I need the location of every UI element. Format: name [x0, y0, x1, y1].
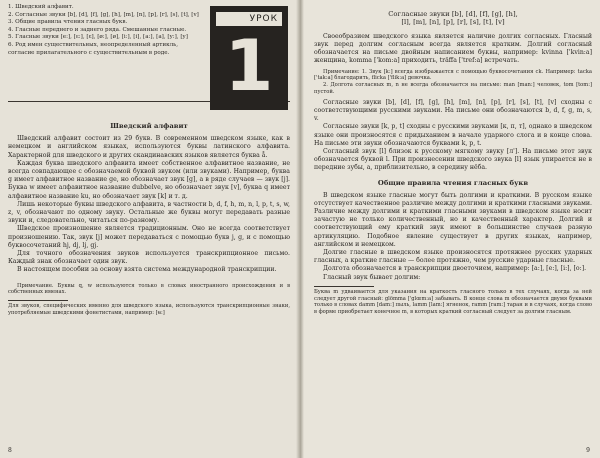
lesson-badge: [210, 6, 288, 110]
toc-item: 6. Род имен существительных, неопределенный артикль, согласие прилагательного с существительным в роде.: [8, 41, 178, 56]
paragraph: Лишь некоторые буквы шведского алфавита, в частности b, d, f, h, m, n, l, p, t, s, w, z, v, обозначают по одному звуку. Остальные же буквы могут передавать разные звуки и, следовательно, читаться по-разному.: [8, 200, 290, 225]
lesson-label: УРОК: [216, 12, 282, 26]
lesson-number: 1: [224, 25, 274, 107]
toc-item: 2. Согласные звуки [b], [d], [f], [g], [h], [m], [n], [p], [r], [s], [t], [v]: [8, 11, 199, 18]
paragraph: В настоящем пособии за основу взята система международной транскрипции.: [17, 266, 277, 274]
section-title: Общие правила чтения гласных букв: [377, 178, 529, 187]
footnote: Для звуков, специфических именно для шведского языка, используются транскрипционные знаки, употребляемые шведскими фонетистами, например: [ʉ:]: [8, 303, 290, 316]
paragraph: Долгие гласные в шведском языке произносятся протяжнее русских ударных гласных, а краткие гласные — более протяжно, чем русские ударные гласные.: [314, 249, 592, 265]
paragraph: Долгота обозначается в транскрипции двоеточием, например: [a:], [e:], [i:], [o:].: [323, 265, 587, 273]
footnote: Буква m удваивается для указания на краткость гласного только в тех случаях, когда за ней следует другой гласный: glömma ['glœm:a] забывать. В конце слова m обозначается двумя буквами только в словах damm [dam:] пыль, lamm [lam:] ягненок, ramm [ram:] таран и в случаях, когда слово в форме приобретает конечное m, в которых краткий согласный следует за долгим гласным.: [314, 288, 592, 316]
lesson-contents: [8, 4, 203, 57]
toc-item: 4. Гласные переднего и заднего ряда. Смешанные гласные.: [8, 26, 187, 33]
page-number: 8: [8, 447, 12, 454]
toc-item: 3. Общие правила чтения гласных букв.: [8, 19, 128, 26]
paragraph: Согласный звук [l] близок к русскому мягкому звуку [л']. На письме этот звук обозначается буквой l. При произнесении шведского звука [l] язык упирается не в передние зубы, а, приблизительно, в середину нёба.: [314, 148, 592, 172]
paragraph: В шведском языке гласные могут быть долгими и краткими. В русском языке отсутствует качественное различие между долгими и краткими гласными звуками. Различие между долгими и краткими гласными звуками в шведском языке носит зачастую не только количественный, но и качественный характер. Долгий и соответствующий ему краткий звук имеют в большинстве случаев разную артикуляцию. Подобное явление существует в других языках, например, английском и немецком.: [314, 191, 592, 248]
paragraph: Согласные звуки [b], [d], [f], [g], [h], [m], [n], [p], [r], [s], [t], [v] сходны с соответствующими русскими звуками. На письме они обозначаются b, d, f, g, m, s, v.: [314, 98, 592, 123]
paragraph: Шведское произношение является традиционным. Оно не всегда соответствует произношению. Так, звук [j] может передаваться с помощью букв j, g, и с помощью буквосочетаний hj, dj, lj, gj.: [8, 225, 290, 249]
footnote-divider: [314, 286, 374, 287]
paragraph: Для точного обозначения звуков используется транскрипционное письмо. Каждый знак обозначает один звук.: [8, 250, 290, 266]
section-title: Шведский алфавит: [110, 122, 188, 131]
book-gutter: [296, 0, 304, 458]
paragraph: Гласный звук бывает долгим:: [323, 273, 421, 281]
section-title-line: Согласные звуки [b], [d], [f], [g], [h],: [388, 10, 518, 18]
toc-item: 5. Гласные звуки [e:], [ɛ:], [ɛ], [ø:], [ø], [i:], [i], [a:], [a], [y:], [y]: [8, 34, 188, 41]
note: Примечание. Буквы q, w используются только в словах иностранного происхождения и в собственных именах.: [8, 282, 290, 296]
page-number: 9: [586, 447, 590, 454]
paragraph: Своеобразием шведского языка является наличие долгих согласных. Гласный звук перед долгим согласным всегда является кратким. Долгий согласный обозначается на письме двойным написанием буквы, например: kvinna ['kvin:a] женщина, komma ['kom:a] приходить, träffa ['tref:a] встречать.: [314, 32, 592, 65]
paragraph: Каждая буква шведского алфавита имеет собственное алфавитное название, не всегда совпадающее с обозначаемой буквой звуком (или звуками). Например, буква g имеет алфавитное название ge, но обозначает звук [g], а в ряде случаев — звук [j]. Буква w имеет алфавитное название dubbelve, но обозначает звук [v], буква q имеет алфавитное название ku, но обозначает звук [k] и т. д.: [8, 159, 290, 200]
section-title-line: [l], [m], [n], [p], [r], [s], [t], [v]: [401, 18, 505, 27]
footnote-divider: [8, 300, 68, 301]
paragraph: Согласные звуки [k, p, t] сходны с русскими звуками [к, п, т], однако в шведском языке они произносятся с придыханием в начале ударного слога и в конце слова. На письме эти звуки обозначаются буквами k, p, t.: [314, 123, 592, 147]
paragraph: Шведский алфавит состоит из 29 букв. В современном шведском языке, как в немецком и английском языках, используются буквы латинского алфавита. Характерной для шведского и других скандинавских языков является буква å.: [8, 135, 290, 159]
note: Примечание: 1. Звук [k:] всегда изображается с помощью буквосочетания ck. Например: tacka ['tak:a] благодарить, flicka ['flik:a] девочка.: [314, 68, 592, 82]
toc-item: 1. Шведский алфавит.: [8, 4, 74, 10]
right-page: [300, 0, 600, 458]
note: 2. Долгота согласных m, n не всегда обозначается на письме: man [man:] человек, tom [tom:] пустой.: [314, 82, 592, 96]
